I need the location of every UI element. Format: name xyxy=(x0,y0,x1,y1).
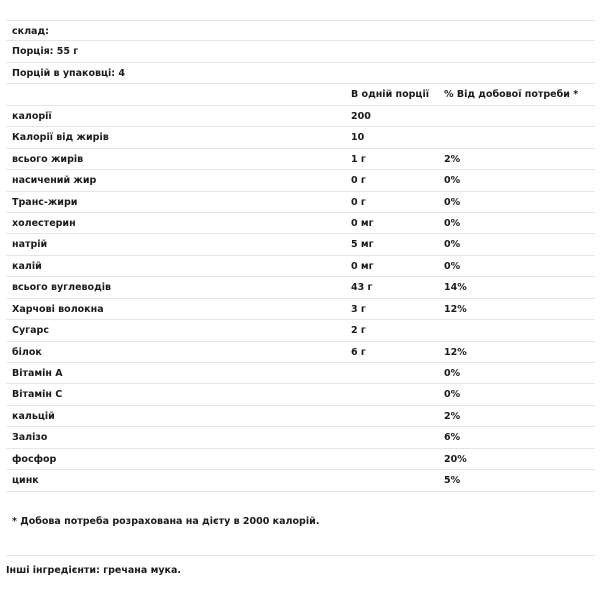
nutrient-daily-value: 14% xyxy=(444,282,467,294)
nutrient-amount: 10 xyxy=(351,132,365,144)
nutrient-amount: 0 г xyxy=(351,196,366,208)
nutrient-name: Харчові волокна xyxy=(12,303,104,315)
nutrient-row xyxy=(6,342,595,363)
nutrient-row xyxy=(6,427,595,448)
nutrient-name: кальцій xyxy=(12,410,55,422)
nutrient-daily-value: 0% xyxy=(444,260,461,272)
nutrient-daily-value: 5% xyxy=(444,475,461,487)
nutrient-amount: 0 г xyxy=(351,175,366,187)
nutrient-amount: 1 г xyxy=(351,153,366,165)
nutrient-name: всього жирів xyxy=(12,153,84,165)
nutrient-row xyxy=(6,127,595,148)
composition-row xyxy=(6,20,595,41)
ingredients-text: Інші інгредієнти: гречана мука. xyxy=(6,565,182,576)
nutrient-name: Залізо xyxy=(12,432,48,444)
nutrient-daily-value: 0% xyxy=(444,175,461,187)
nutrient-name: насичений жир xyxy=(12,175,97,187)
nutrient-row xyxy=(6,149,595,170)
nutrient-row xyxy=(6,192,595,213)
nutrient-name: фосфор xyxy=(12,453,57,465)
nutrient-amount: 3 г xyxy=(351,303,366,315)
nutrient-row xyxy=(6,363,595,384)
serving-size-label: Порція: 55 г xyxy=(12,46,79,58)
column-header-row xyxy=(6,84,595,105)
nutrient-name: Вітамін А xyxy=(12,368,63,379)
nutrient-name: калорії xyxy=(12,110,52,122)
nutrient-amount: 200 xyxy=(351,110,371,122)
nutrient-amount: 43 г xyxy=(351,282,373,294)
nutrient-row xyxy=(6,277,595,298)
nutrient-row xyxy=(6,406,595,427)
nutrient-daily-value: 0% xyxy=(444,196,461,208)
daily-value-column-header: % Від добової потреби * xyxy=(444,89,579,101)
nutrient-row xyxy=(6,320,595,341)
nutrient-row xyxy=(6,213,595,234)
nutrient-name: натрій xyxy=(12,239,48,251)
nutrient-amount: 2 г xyxy=(351,325,366,337)
nutrient-row xyxy=(6,106,595,127)
nutrient-daily-value: 0% xyxy=(444,217,461,229)
nutrient-daily-value: 0% xyxy=(444,389,461,401)
nutrient-amount: 0 мг xyxy=(351,217,374,229)
nutrient-daily-value: 0% xyxy=(444,368,461,379)
nutrient-name: всього вуглеводів xyxy=(12,282,112,294)
section-divider xyxy=(6,555,595,556)
nutrient-row xyxy=(6,299,595,320)
nutrient-daily-value: 0% xyxy=(444,239,461,251)
serving-size-row xyxy=(6,41,595,62)
nutrient-row xyxy=(6,449,595,470)
nutrient-daily-value: 12% xyxy=(444,346,467,358)
nutrient-amount: 6 г xyxy=(351,346,366,358)
nutrient-row xyxy=(6,256,595,277)
nutrient-name: Сугарс xyxy=(12,325,49,337)
nutrient-row xyxy=(6,170,595,191)
composition-label: склад: xyxy=(12,26,49,37)
nutrient-row xyxy=(6,384,595,405)
nutrient-daily-value: 12% xyxy=(444,303,467,315)
nutrient-amount: 0 мг xyxy=(351,260,374,272)
nutrient-row xyxy=(6,470,595,491)
nutrition-facts-table xyxy=(6,20,595,492)
servings-per-container-row xyxy=(6,63,595,84)
nutrient-name: Калорії від жирів xyxy=(12,132,109,144)
nutrient-daily-value: 2% xyxy=(444,410,461,422)
amount-column-header: В одній порції xyxy=(351,89,429,101)
nutrient-name: холестерин xyxy=(12,217,76,229)
daily-value-footnote: * Добова потреба розрахована на дієту в 2000 калорій. xyxy=(12,516,320,527)
nutrient-name: Транс-жири xyxy=(12,196,78,208)
nutrient-name: Вітамін С xyxy=(12,389,63,401)
nutrient-row xyxy=(6,234,595,255)
nutrient-daily-value: 20% xyxy=(444,453,467,465)
nutrient-daily-value: 6% xyxy=(444,432,461,444)
nutrient-amount: 5 мг xyxy=(351,239,374,251)
nutrient-name: калій xyxy=(12,260,42,272)
servings-per-container-label: Порцій в упаковці: 4 xyxy=(12,67,126,79)
nutrient-name: білок xyxy=(12,346,42,358)
nutrient-daily-value: 2% xyxy=(444,153,461,165)
nutrient-name: цинк xyxy=(12,475,39,487)
